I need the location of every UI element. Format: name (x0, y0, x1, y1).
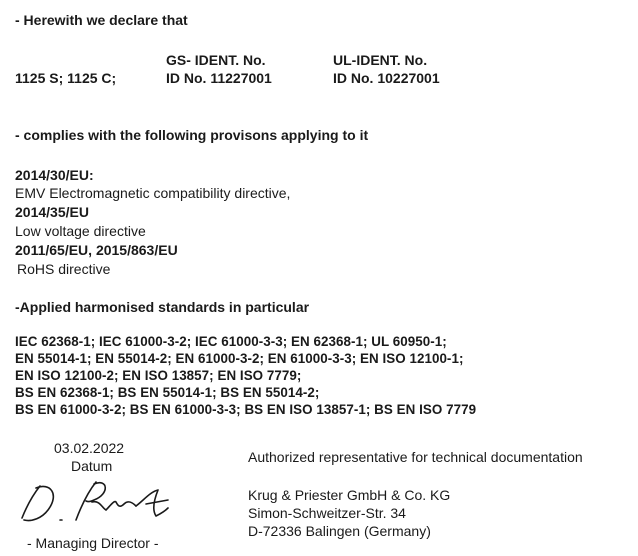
standards-line: BS EN 62368-1; BS EN 55014-1; BS EN 55014-2; (15, 385, 320, 400)
standards-line: EN ISO 12100-2; EN ISO 13857; EN ISO 7779; (15, 368, 302, 383)
gs-ident-label: GS- IDENT. No. (166, 52, 266, 68)
directive-description: Low voltage directive (15, 223, 146, 239)
directive-code: 2014/30/EU: (15, 167, 94, 183)
ul-ident-label: UL-IDENT. No. (333, 52, 428, 68)
signatory-role: - Managing Director - (27, 535, 159, 551)
directive-description: RoHS directive (17, 261, 111, 277)
date-label: Datum (71, 458, 113, 474)
standards-line: IEC 62368-1; IEC 61000-3-2; IEC 61000-3-3; EN 62368-1; UL 60950-1; (15, 334, 447, 349)
signoff-date: 03.02.2022 (54, 440, 125, 456)
company-city: D-72336 Balingen (Germany) (248, 523, 431, 539)
standards-heading: -Applied harmonised standards in particular (15, 299, 310, 315)
company-name: Krug & Priester GmbH & Co. KG (248, 487, 451, 503)
gs-id-number: ID No. 11227001 (166, 70, 272, 86)
signature-image (14, 478, 174, 526)
company-street: Simon-Schweitzer-Str. 34 (248, 505, 406, 521)
product-models: 1125 S; 1125 C; (15, 70, 117, 86)
ul-id-number: ID No. 10227001 (333, 70, 440, 86)
standards-line: EN 55014-1; EN 55014-2; EN 61000-3-2; EN 61000-3-3; EN ISO 12100-1; (15, 351, 464, 366)
directive-code: 2011/65/EU, 2015/863/EU (15, 242, 178, 258)
representative-title: Authorized representative for technical documentation (248, 449, 583, 465)
directive-description: EMV Electromagnetic compatibility directive, (15, 185, 291, 201)
standards-line: BS EN 61000-3-2; BS EN 61000-3-3; BS EN ISO 13857-1; BS EN ISO 7779 (15, 402, 477, 417)
declaration-heading: - Herewith we declare that (15, 12, 188, 28)
compliance-heading: - complies with the following provisons applying to it (15, 127, 369, 143)
directive-code: 2014/35/EU (15, 204, 89, 220)
